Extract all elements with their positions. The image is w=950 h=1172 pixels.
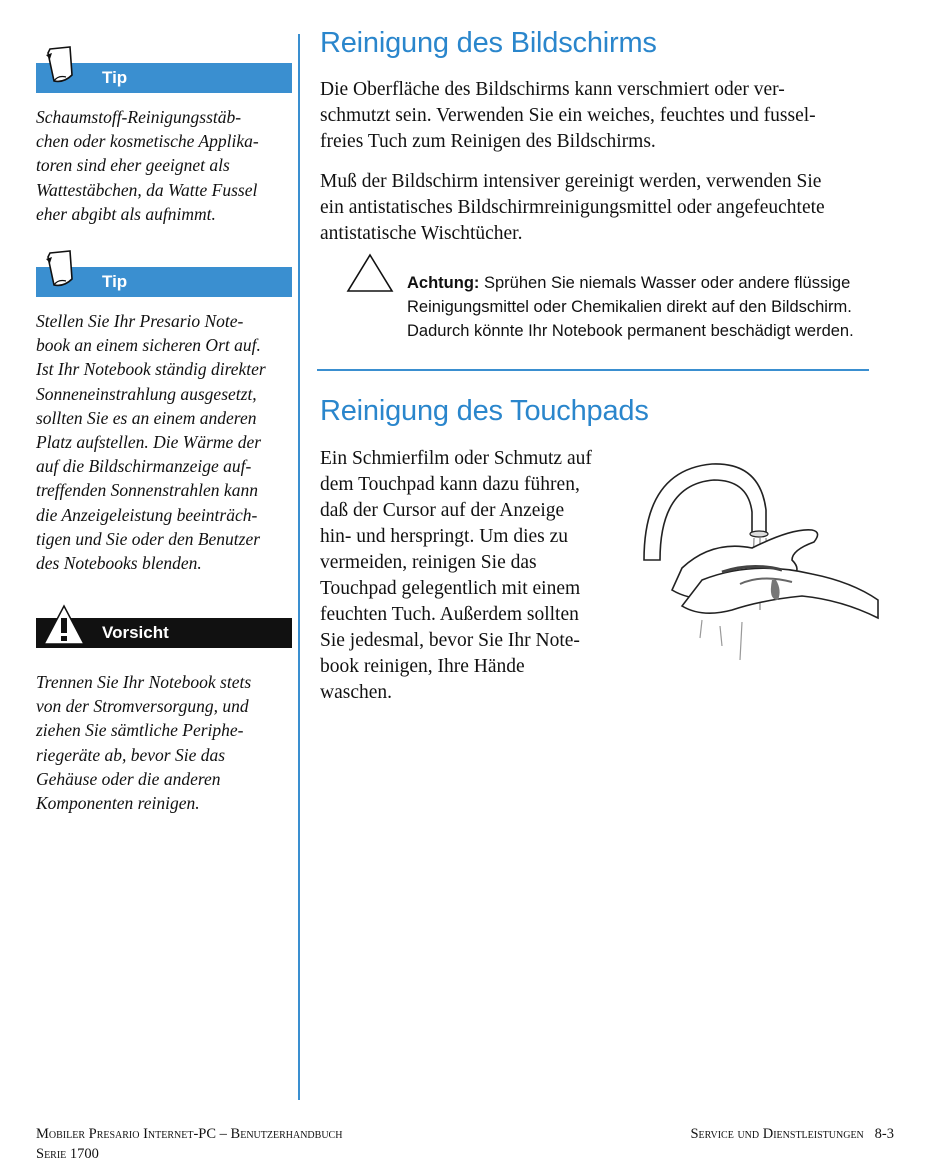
note-pad-icon bbox=[42, 45, 78, 85]
warning-label: Vorsicht bbox=[102, 623, 169, 642]
section-divider bbox=[317, 369, 869, 371]
body-paragraph: Muß der Bildschirm intensiver gereinigt werden, verwenden Sie ein antistatisches Bildschirmreinigungsmittel oder angefeuchtete antistatische Wischtücher. bbox=[320, 171, 825, 244]
section-heading: Reinigung des Touchpads bbox=[320, 395, 649, 427]
tip-bar bbox=[36, 267, 292, 297]
tip-label: Tip bbox=[102, 272, 128, 291]
tip-bar bbox=[36, 63, 292, 93]
body-paragraph: Die Oberfläche des Bildschirms kann verschmiert oder ver- schmutzt sein. Verwenden Sie ein weiches, feuchtes und fussel- freies Tuch zum Reinigen des Bildschirms. bbox=[320, 79, 816, 152]
exclamation-triangle-icon bbox=[42, 604, 86, 646]
warning-bar bbox=[36, 618, 292, 648]
page-number: 8-3 bbox=[874, 1126, 894, 1142]
note-pad-icon bbox=[42, 249, 78, 289]
warning-text: Trennen Sie Ihr Notebook stets von der Stromversorgung, und ziehen Sie sämtliche Periphe- riegeräte ab, bevor Sie das Gehäuse oder die anderen Komponenten reinigen. bbox=[36, 672, 252, 814]
column-divider bbox=[298, 34, 300, 1100]
tip-text: Stellen Sie Ihr Presario Note- book an einem sicheren Ort auf. Ist Ihr Notebook ständig direkter Sonneneinstrahlung ausgesetzt, sollten Sie es an einem anderen Platz aufstellen. Die Wärme der auf die Bildschirmanzeige auf- treffenden Sonnenstrahlen kann die Anzeigeleistung beeinträch- tigen und Sie oder den Benutzer des Notebooks blenden. bbox=[36, 311, 266, 574]
footer-left bbox=[36, 1124, 342, 1164]
caution-label: Achtung: bbox=[407, 274, 480, 292]
body-paragraph: Ein Schmierfilm oder Schmutz auf dem Touchpad kann dazu führen, daß der Cursor auf der Anzeige hin- und herspringt. Um dies zu vermeiden, reinigen Sie das Touchpad gelegentlich mit einem feuchten Tuch. Außerdem sollten Sie jedesmal, bevor Sie Ihr Note- book reinigen, Ihre Hände waschen. bbox=[320, 448, 592, 703]
section-heading: Reinigung des Bildschirms bbox=[320, 27, 657, 59]
caution-note: Achtung: Sprühen Sie niemals Wasser oder andere flüssige Reinigungsmittel oder Chemikalien direkt auf den Bildschirm. Dadurch könnte Ihr Notebook permanent beschädigt werden. bbox=[407, 274, 854, 340]
tip-text: Schaumstoff-Reinigungsstäb- chen oder kosmetische Applika- toren sind eher geeignet als Wattestäbchen, da Watte Fussel eher abgibt als aufnimmt. bbox=[36, 107, 259, 224]
caution-triangle-icon bbox=[346, 253, 394, 293]
footer-chapter: Service und Dienstleistungen bbox=[690, 1126, 864, 1142]
hand-washing-illustration bbox=[642, 450, 882, 670]
footer-right bbox=[690, 1124, 894, 1144]
tip-label: Tip bbox=[102, 68, 128, 87]
footer-book-title: Mobiler Presario Internet-PC – Benutzerhandbuch bbox=[36, 1126, 343, 1142]
footer-series: Serie 1700 bbox=[36, 1146, 99, 1162]
